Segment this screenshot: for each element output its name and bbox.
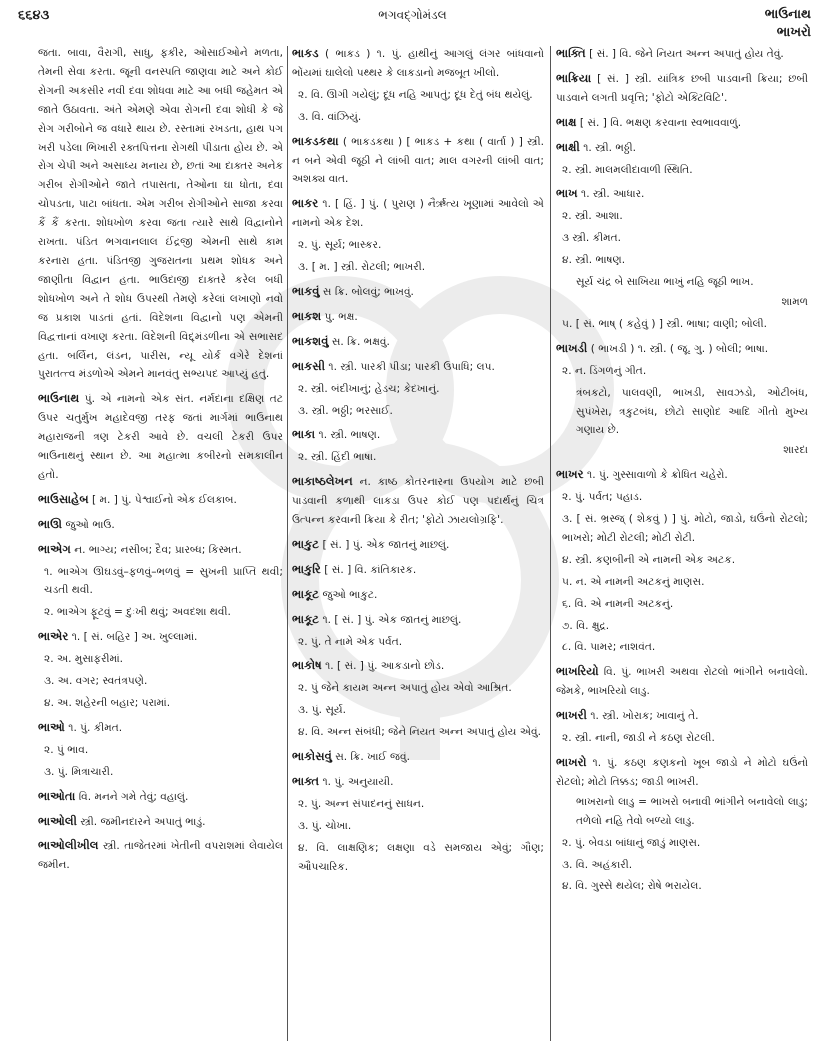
sense: ૨. ન. ડિંગળનું ગીત. bbox=[562, 364, 647, 377]
entry-main bbox=[556, 662, 808, 701]
sense: ૨. સ્ત્રી. બંદીખાનું; હેડચ; કેદખાનું. bbox=[298, 382, 440, 395]
entry-main bbox=[292, 656, 544, 676]
sense: ૪. સ્ત્રી. ભાષણ. bbox=[562, 254, 626, 267]
sense: ૬. વિ. એ નામની અટકનું. bbox=[562, 597, 674, 610]
entry-main bbox=[556, 753, 808, 792]
definition: [ સં. ] વિ. જેને નિયત અન્ન અપાતું હોય તેવું. bbox=[589, 48, 784, 60]
sense: ૫. [ સં. ભાષ્ ( કહેવું ) ] સ્ત્રી. ભાષા; વાણી; બોલી. bbox=[562, 317, 768, 330]
entry-list bbox=[556, 44, 808, 896]
dictionary-entry bbox=[556, 69, 808, 108]
guide-word-last: ભાખરો bbox=[776, 25, 811, 40]
headword: ભાએર bbox=[38, 629, 69, 644]
dictionary-entry bbox=[292, 282, 544, 302]
entry-main bbox=[556, 339, 808, 359]
entry-main bbox=[38, 515, 283, 535]
entry-main bbox=[556, 465, 808, 485]
headword: ભાકોસવું bbox=[292, 749, 332, 764]
entry-main bbox=[556, 113, 808, 133]
definition: [ સં. ] વિ. કાંતિકારક. bbox=[324, 563, 417, 576]
definition: ( ભાખડી ) ૧. સ્ત્રી. ( જૂ. ગુ. ) બોલી; ભાષા. bbox=[590, 342, 769, 355]
headword: ભાઉસાહેબ bbox=[38, 491, 89, 506]
sense: ૩. વિ. અહંકારી. bbox=[562, 858, 633, 871]
book-title: ભગવદ્ગોમંડલ bbox=[378, 8, 447, 22]
entry-main bbox=[292, 332, 544, 352]
dictionary-entry bbox=[38, 389, 283, 485]
headword: ભાક્ષી bbox=[556, 139, 580, 154]
entry-main bbox=[292, 307, 544, 327]
definition: વિ. મનને ગમે તેવું; વહાલું. bbox=[78, 790, 189, 803]
sense: ૨. પું ભાવ. bbox=[44, 743, 89, 756]
entry-main bbox=[556, 706, 808, 726]
dictionary-entry bbox=[556, 662, 808, 701]
definition: [ સં. ] વિ. ભક્ષણ કરવાના સ્વભાવવાળું. bbox=[579, 116, 742, 129]
citation-quote: સૂર્ય ચંદ્ર બે સાખિયા ભાખું નહિ જૂઠી ભાખ. bbox=[576, 276, 754, 289]
entry-main bbox=[292, 610, 544, 630]
continued-entry-text: જતા. બાવા, વૈરાગી, સાધુ, ફકીર, ઓસાઈઓને મળતા, તેમની સેવા કરતા. જૂની વનસ્પતિ જાણવા માટે અને કોઈ રોગની અકસીર નવી દવા શોધવા માટે આ બધી જહેમત એ જાતે ઉઠાવતા. અંતે એમણે એવા રોગની દવા શોધી કે જે રોગ ગરીબોને જ વધારે થાય છે. રસ્તામાં રખડતા, હાથ પગ ખરી પડેલા ભિખારી રક્તપિત્તના રોગથી પીડાતા હોય છે. એ રોગ ચેપી અને અસાધ્ય મનાય છે, છતાં આ દાક્તર અનેક ગરીબ રોગીઓને જાતે તપાસતા, તેઓના ઘા ધોતા, દવા ચોપડતા, પાટા બાંધતા. એમ ગરીબ રોગીઓને સાજા કરવા કૈં કૈં કરતા. શોધખોળ કરવા જતા ત્યારે સાથે વિદ્વાનોને રાખતા. પંડિત ભગવાનલાલ ઈંદ્રજી એમની સાથે કામ કરનારા હતા. પંડિતજી ગુજરાતના પ્રથમ શોધક અને જાણીતા વિદ્વાન હતા. ભાઉદાજી દાક્તરે કરેલ બધી શોધખોળ અને તે શોધ ઉપરથી તેમણે કરેલાં લખાણો નવો જ પ્રકાશ પાડતાં હતાં. વિદેશના વિદ્વાનો પણ એમની વિદ્વત્તાનાં વખાણ કરતા. વિદેશની વિદ્દ્મંડળીના એ સભાસદ હતા. બર્લિન, લંડન, પારીસ, ન્યૂ યોર્ક વગેરે દેશનાં પુરાતત્ત્વ મંડળોએ એમને માનવંતુ સભ્યપદ આપ્યું હતું. bbox=[38, 47, 283, 381]
sense: ૩. સ્ત્રી. ભઠ્ઠી; ભરસાઈ. bbox=[298, 404, 393, 417]
entry-main bbox=[556, 44, 808, 64]
sense: ૪. વિ. અન્ન સંબંધી; જેને નિયત અન્ન અપાતું હોય એવું. bbox=[298, 726, 541, 739]
definition: [ સં. ] પું. એક જાતનું માછલું. bbox=[322, 538, 450, 551]
headword: ભાખડી bbox=[556, 340, 588, 355]
definition: ૧. પું. ગુસ્સાવાળો કે ક્રોધિત ચહેરો. bbox=[587, 469, 728, 482]
entry-main bbox=[38, 627, 283, 647]
entry-main bbox=[38, 389, 283, 485]
sense: ૪. સ્ત્રી. કણબીની એ નામની એક અટક. bbox=[562, 553, 736, 566]
column-middle bbox=[292, 44, 544, 882]
definition: ૧. સ્ત્રી. પારકી પીડા; પારકી ઉપાધિ; લપ. bbox=[328, 360, 495, 373]
citation-quote: ભાખરાનો લાડુ = ભાખરો બનાવી ભાંગીને બનાવેલો લાડુ; તળેલો નહિ તેવો બળ્યો લાડુ. bbox=[576, 795, 808, 827]
entry-main bbox=[38, 490, 283, 510]
dictionary-entry bbox=[38, 787, 283, 807]
headword: ભાકસી bbox=[292, 358, 326, 373]
sense: ૨. સ્ત્રી. હિંદી ભાષા. bbox=[298, 451, 377, 464]
citation-quote: ત્રંબકટો, પાલવણી, ભાખડી, સાવઝડો, ઓટીબંધ, સુપંખેરા, ત્રકુટબંધ, છોટો સાણોદ આદિ ગીતો મુખ્ય ગણાય છે. bbox=[576, 386, 808, 437]
definition: જુઓ ભાઉ. bbox=[65, 518, 115, 531]
sense: ૫. ન. એ નામની અટકનું માણસ. bbox=[562, 575, 705, 588]
entry-main bbox=[292, 44, 544, 83]
headword: ભાખરિયો bbox=[556, 664, 599, 679]
definition: ૧. સ્ત્રી. ભાષણ. bbox=[318, 429, 381, 442]
entry-main bbox=[292, 132, 544, 190]
definition: જુઓ ભાકુટ. bbox=[322, 588, 378, 601]
entry-main bbox=[292, 747, 544, 767]
sense: ૨. પું. બેવડા બાંધાનું જાડું માણસ. bbox=[562, 836, 701, 849]
column-divider bbox=[287, 46, 288, 1041]
dictionary-entry bbox=[292, 535, 544, 555]
definition: ૧. [ સં. બહિર ] અ. ખુલ્લામાં. bbox=[71, 631, 198, 644]
sense: ૨. પું. તે નામે એક પર્વત. bbox=[298, 635, 403, 648]
dictionary-entry bbox=[292, 656, 544, 742]
headword: ભાકડ bbox=[292, 46, 319, 60]
headword: ભાખરી bbox=[556, 708, 587, 723]
definition: સ્ત્રી. જમીનદારને અપાતું ભાડું. bbox=[80, 815, 206, 828]
headword: ભાઓલી bbox=[38, 813, 77, 828]
definition: ૧. [ સં. ] પું. આકડાનો છોડ. bbox=[325, 660, 445, 673]
entry-main bbox=[292, 560, 544, 580]
dictionary-entry bbox=[556, 184, 808, 333]
entry-main bbox=[556, 69, 808, 108]
dictionary-entry bbox=[292, 610, 544, 652]
dictionary-entry bbox=[292, 307, 544, 327]
guide-word-first: ભાઉનાથ bbox=[764, 7, 811, 22]
dictionary-entry bbox=[38, 812, 283, 832]
definition: ૧. સ્ત્રી. આધાર. bbox=[581, 188, 645, 201]
sense: ૩. [ સં. ભ્રસ્જ્ ( શેકવું ) ] પું. મોટો, જાડો, ઘઉંનો રોટલો; ભાખરો; મોટી રોટલી; મોટી રોટી. bbox=[562, 513, 808, 544]
entry-main bbox=[292, 772, 544, 792]
headword: ભાકુટ bbox=[292, 536, 320, 551]
sense: ૪. વિ. લાક્ષણિક; લક્ષણા વડે સમજાય એવું; ગૌણ; ઔપચારિક. bbox=[298, 841, 544, 873]
sense: ૨. પું. અન્ન સંપાદનનું સાધન. bbox=[298, 797, 425, 810]
dictionary-entry bbox=[556, 753, 808, 896]
entry-main bbox=[38, 540, 283, 560]
definition: ૧. [ હિં. ] પું. ( પુરાણ ) નૈર્ઋત્ય ખૂણામાં આવેલો એ નામનો એક દેશ. bbox=[292, 198, 544, 230]
definition: ૧. સ્ત્રી. ભઠ્ઠી. bbox=[583, 141, 636, 154]
entry-main bbox=[38, 787, 283, 807]
definition: ૧. પું. અનુયાયી. bbox=[322, 776, 394, 788]
definition: ન. ભાગ્ય; નસીબ; દૈવ; પ્રારબ્ધ; કિસ્મત. bbox=[74, 543, 242, 556]
sense: ૭. વિ. ક્ષુદ્ર. bbox=[562, 619, 610, 632]
dictionary-entry bbox=[292, 44, 544, 127]
sense: ૨. પું. પર્વત; પહાડ. bbox=[562, 491, 643, 504]
page-header bbox=[0, 0, 825, 44]
sense: ૮. વિ. પામર; નાશવંત. bbox=[562, 641, 656, 654]
dictionary-entry bbox=[292, 194, 544, 277]
headword: ભાઓતા bbox=[38, 788, 76, 803]
definition: ( ભાકડ ) ૧. પું. હાથીનું આગલું લંગર બાંધવાનો ભોંયમાં ઘાલેલો પથ્થર કે લાકડાનો મજબૂત ખીલો. bbox=[292, 48, 544, 79]
headword: ભાકવું bbox=[292, 283, 320, 298]
column-right bbox=[556, 44, 808, 901]
headword: ભાક્ત bbox=[292, 774, 320, 788]
column-divider bbox=[550, 46, 551, 1041]
sense: ૩. વિ. વાંઝિયું. bbox=[298, 110, 362, 123]
dictionary-entry bbox=[38, 490, 283, 510]
headword: ભાઓલીખીલ bbox=[38, 838, 99, 853]
sense: ૩. [ મ. ] સ્ત્રી. રોટલી; ભાખરી. bbox=[298, 261, 426, 274]
headword: ભાક્ષ bbox=[556, 114, 577, 129]
sense: ૨. સ્ત્રી. આશા. bbox=[562, 210, 623, 223]
definition: [ સં. ] સ્ત્રી. યાંત્રિક છબી પાડવાની ક્રિયા; છબી પાડવાને લગતી પ્રવૃત્તિ; 'ફોટો એક્ટિવિટિ'. bbox=[556, 72, 808, 104]
definition: વિ. પું. ભાખરી અથવા રોટલો ભાંગીને બનાવેલો. જેમકે, ભાખરિયો લાડુ. bbox=[556, 666, 808, 698]
sense: ૩. પું. ચોખા. bbox=[298, 819, 352, 832]
definition: [ મ. ] પું. પેશ્વાઈનો એક ઈલકાબ. bbox=[92, 493, 237, 506]
dictionary-entry bbox=[556, 44, 808, 64]
dictionary-entry bbox=[292, 472, 544, 530]
entry-main bbox=[38, 836, 283, 875]
dictionary-entry bbox=[38, 836, 283, 875]
headword: ભાકા bbox=[292, 427, 316, 442]
page-number: ૬૬૪૩ bbox=[18, 8, 50, 23]
definition: સ્ત્રી. તાજેતરમાં ખેતીની વપરાશમાં લેવાયેલ જમીન. bbox=[38, 840, 283, 872]
sense: ૨. સ્ત્રી. નાની, જાડી ને કઠણ રોટલી. bbox=[562, 732, 715, 745]
sense: ૩. પું. સૂર્ય. bbox=[298, 704, 347, 717]
headword: ભાકશવું bbox=[292, 333, 329, 348]
definition: ૧. સ્ત્રી. ખોરાક; ખાવાનું તે. bbox=[590, 710, 699, 723]
dictionary-entry bbox=[38, 718, 283, 782]
sense: ૨. વિ. ઊગી ગયેલું; દૂધ નહિ આપતું; દૂધ દેતું બંધ થયેલું. bbox=[298, 88, 533, 101]
dictionary-entry bbox=[556, 465, 808, 657]
headword: ભાઉનાથ bbox=[38, 391, 80, 406]
dictionary-entry bbox=[292, 425, 544, 467]
dictionary-entry bbox=[38, 627, 283, 713]
entry-main bbox=[292, 425, 544, 445]
dictionary-entry bbox=[38, 540, 283, 623]
entry-main bbox=[38, 718, 283, 738]
headword: ભાઊ bbox=[38, 516, 63, 531]
headword: ભાએગ bbox=[38, 541, 71, 556]
definition: પુ. ભક્ષ. bbox=[324, 310, 358, 323]
definition: ન. કાષ્ઠ કોતરનારના ઉપયોગ માટે છબી પાડવાની કળાથી લાકડા ઉપર કોઈ પણ પદાર્થનું ચિત્ર ઉત્પન્ન કરવાની ક્રિયા કે રીત; 'ફોટો ઝાયલોગ્રફિ'. bbox=[292, 476, 544, 527]
sense: ૨. સ્ત્રી. માલમલીદાવાળી સ્થિતિ. bbox=[562, 163, 693, 176]
headword: ભાકાષ્ઠલેખન bbox=[292, 474, 353, 489]
headword: ભાકૂટ bbox=[292, 611, 320, 626]
entry-main bbox=[556, 138, 808, 158]
dictionary-entry bbox=[556, 706, 808, 748]
headword: ભાકૂટ bbox=[292, 586, 320, 601]
sense: ૨. ભાએગ ફૂટવું = દુઃખી થવું; અવદશા થવી. bbox=[44, 606, 231, 619]
citation-source: શામળ bbox=[781, 295, 808, 308]
headword: ભાકર bbox=[292, 196, 319, 211]
sense: ૩ સ્ત્રી. કીમત. bbox=[562, 232, 622, 245]
guide-words bbox=[765, 6, 811, 42]
headword: ભાખ bbox=[556, 186, 578, 201]
headword: ભાકશ bbox=[292, 308, 322, 323]
headword: ભાખરો bbox=[556, 755, 587, 769]
entry-main bbox=[292, 585, 544, 605]
entry-list bbox=[38, 389, 283, 875]
dictionary-entry bbox=[556, 339, 808, 460]
dictionary-entry bbox=[292, 132, 544, 190]
entry-list bbox=[292, 44, 544, 877]
entry-main bbox=[292, 472, 544, 530]
dictionary-entry bbox=[292, 357, 544, 421]
entry-main bbox=[38, 812, 283, 832]
entry-main bbox=[292, 282, 544, 302]
definition: ( ભાકડકથા ) [ ભાકડ + કથા ( વાર્તા ) ] સ્ત્રી. ન બને એવી જૂઠી ને લાંબી વાત; માલ વગરની લાંબી વાત; અશક્ય વાત. bbox=[292, 135, 544, 186]
entry-main bbox=[556, 184, 808, 204]
entry-main bbox=[292, 535, 544, 555]
headword: ભાખર bbox=[556, 467, 584, 482]
headword: ભાકડકથા bbox=[292, 133, 339, 148]
citation-source: શારદા bbox=[783, 444, 808, 457]
definition: સ. ક્રિ. ખાઈ જવું. bbox=[335, 751, 410, 764]
sense: ૨. પું જેને કાયમ અન્ન અપાતું હોય એવો આશ્રિત. bbox=[298, 682, 512, 695]
headword: ભાક્તિ bbox=[556, 46, 586, 60]
dictionary-entry bbox=[556, 138, 808, 180]
definition: પું. એ નામનો એક સંત. નર્મદાના દક્ષિણ તટ ઉપર ચતુર્મુખ મહાદેવજી તરફ જતાં માર્ગમાં ભાઉનાથ મહારાજની ત્રણ ટેકરી આવે છે. વચલી ટેકરી ઉપર ભાઉનાથનું સ્થાન છે. આ મહાત્મા કબીરનો સમકાલીન હતો. bbox=[38, 393, 283, 481]
definition: સ ક્રિ. બોલવું; ભાખવું. bbox=[322, 285, 414, 298]
definition: ૧. પું. કીમત. bbox=[68, 721, 123, 734]
sense: ૪. અ. શહેરની બહાર; પરામાં. bbox=[44, 697, 171, 709]
headword: ભાકુરિ bbox=[292, 561, 321, 576]
entry-main bbox=[292, 194, 544, 233]
sense: ૩. અ. વગર; સ્વતંત્રપણે. bbox=[44, 675, 148, 688]
headword: ભાઓ bbox=[38, 719, 65, 734]
sense: ૪. વિ. ગુસ્સે થયેલ; રોષે ભરાયેલ. bbox=[562, 880, 702, 893]
definition: ૧. પું. કઠણ કણકનો ખૂબ જાડો ને મોટો ઘઉંનો રોટલો; મોટો તિક્કડ; જાડી ભાખરી. bbox=[556, 757, 808, 788]
headword: ભાક્રિયા bbox=[556, 70, 592, 85]
entry-main bbox=[292, 357, 544, 377]
headword: ભાકોષ bbox=[292, 658, 322, 673]
sense: ૨. અ. મુસાફરીમાં. bbox=[44, 653, 124, 666]
dictionary-entry bbox=[556, 113, 808, 133]
dictionary-entry bbox=[292, 772, 544, 877]
definition: ૧. [ સં. ] પું. એક જાતનું માછલું. bbox=[322, 613, 462, 626]
dictionary-entry bbox=[38, 515, 283, 535]
sense: ૧. ભાએગ ઊઘડવું–ફળવું–ભળવું = સુખની પ્રાપ્તિ થવી; ચડતી થવી. bbox=[44, 565, 283, 597]
dictionary-entry bbox=[292, 747, 544, 767]
dictionary-entry bbox=[292, 585, 544, 605]
sense: ૨. પું. સૂર્ય; ભાસ્કર. bbox=[298, 239, 382, 252]
definition: સ. ક્રિ. ભક્ષવું. bbox=[331, 335, 390, 348]
dictionary-entry bbox=[292, 332, 544, 352]
dictionary-entry bbox=[292, 560, 544, 580]
sense: ૩. પું. મિત્રાચારી. bbox=[44, 765, 114, 778]
column-left bbox=[38, 44, 283, 880]
